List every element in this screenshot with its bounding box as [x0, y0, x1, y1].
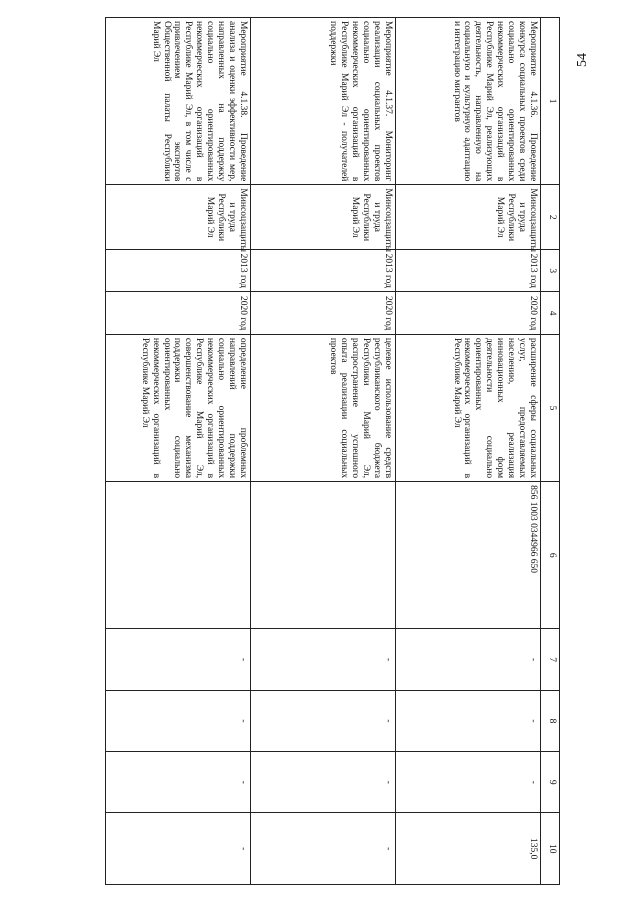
header-cell: 8	[541, 690, 560, 751]
rotated-table-container	[50, 17, 560, 885]
budget-code	[251, 482, 396, 629]
value-col9: -	[106, 752, 251, 813]
start-year: 2013 год	[251, 250, 396, 292]
value-col9: -	[396, 752, 541, 813]
measure-title: Мероприятие 4.1.36. Проведение конкурса социальных проектов среди социально ориентированных некоммерческих организаций в Республике Марий Эл, реализующих деятельность, направленную на социальную и культурную адаптацию и интеграцию мигрантов	[396, 18, 541, 185]
executor: Минсоцзащиты и труда Республики Марий Эл	[396, 185, 541, 250]
end-year: 2020 год	[396, 292, 541, 334]
start-year: 2013 год	[396, 250, 541, 292]
start-year: 2013 год	[106, 250, 251, 292]
value-col7: -	[251, 629, 396, 690]
end-year: 2020 год	[251, 292, 396, 334]
table-header-row	[541, 18, 560, 885]
header-cell: 7	[541, 629, 560, 690]
value-col10: -	[106, 813, 251, 885]
value-col7: -	[106, 629, 251, 690]
value-col8: -	[251, 690, 396, 751]
header-cell: 4	[541, 292, 560, 334]
header-cell: 10	[541, 813, 560, 885]
expected-result: определение проблемных направлений поддержки социально ориентированных некоммерческих организаций в Республике Марий Эл, совершенствование механизма поддержки социально ориентированных некоммерческих организаций в Республике Марий Эл	[106, 334, 251, 481]
executor: Минсоцзащиты и труда Республики Марий Эл	[251, 185, 396, 250]
header-cell: 2	[541, 185, 560, 250]
table-row	[106, 18, 251, 885]
value-col10: -	[251, 813, 396, 885]
table-row	[251, 18, 396, 885]
header-cell: 1	[541, 18, 560, 185]
expected-result: целевое использование средств республиканского бюджета Республики Марий Эл, распространение успешного опыта реализации социальных проектов	[251, 334, 396, 481]
budget-code: 856 1003 0344966 650	[396, 482, 541, 629]
header-cell: 5	[541, 334, 560, 481]
budget-code	[106, 482, 251, 629]
measure-title: Мероприятие 4.1.38. Проведение анализа и оценки эффективности мер, направленных на поддержку социально ориентированных некоммерческих организаций в Республике Марий Эл, в том числе с привлечением экспертов Общественной палаты Республики Марий Эл	[106, 18, 251, 185]
executor: Минсоцзащиты и труда Республики Марий Эл	[106, 185, 251, 250]
header-cell: 9	[541, 752, 560, 813]
measure-title: Мероприятие 4.1.37. Мониторинг реализации социальных проектов социально ориентированных некоммерческих организаций в Республике Марий Эл - получателей поддержки	[251, 18, 396, 185]
value-col7: -	[396, 629, 541, 690]
value-col8: -	[106, 690, 251, 751]
program-measures-table	[105, 17, 560, 885]
end-year: 2020 год	[106, 292, 251, 334]
page-number: 54	[575, 53, 590, 67]
header-cell: 6	[541, 482, 560, 629]
value-col8: -	[396, 690, 541, 751]
table-row	[396, 18, 541, 885]
header-cell: 3	[541, 250, 560, 292]
expected-result: расширение сферы социальных услуг, предоставляемых населению, реализация инновационных форм деятельности социально ориентированных некоммерческих организаций в Республике Марий Эл	[396, 334, 541, 481]
value-col9: -	[251, 752, 396, 813]
value-col10: 135,0	[396, 813, 541, 885]
